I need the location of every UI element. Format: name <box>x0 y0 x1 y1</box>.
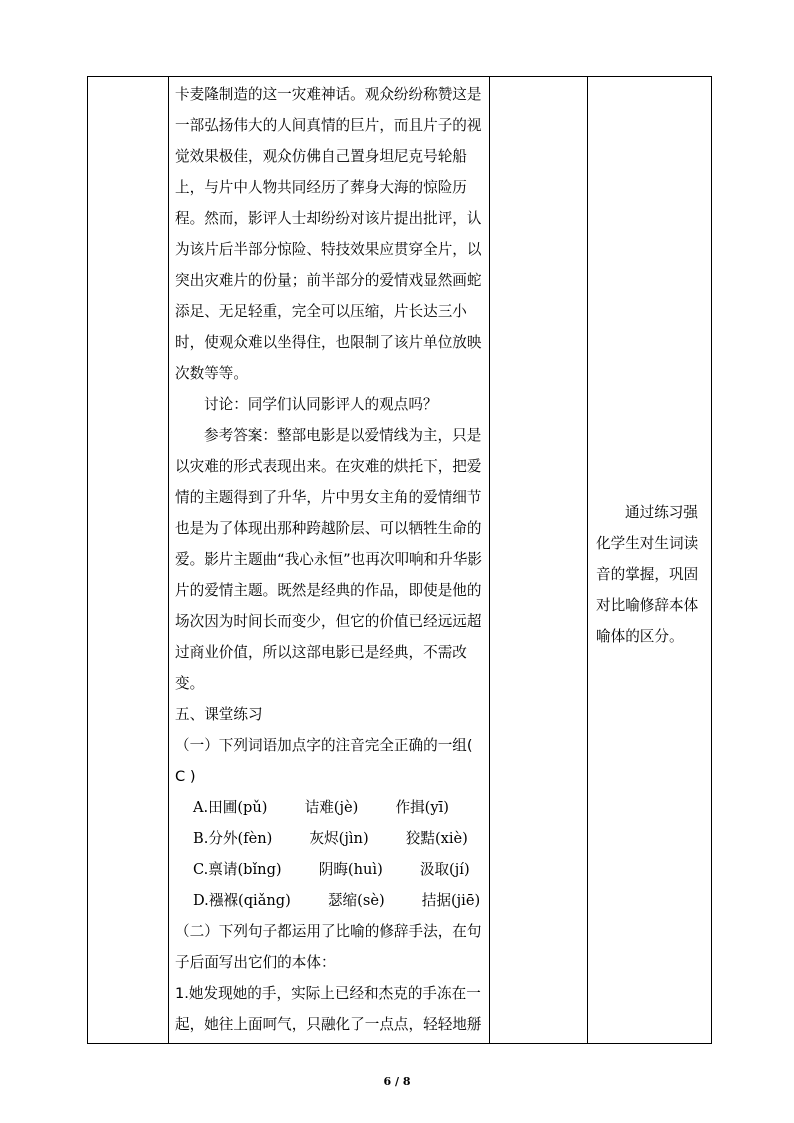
content-cell <box>169 77 490 1044</box>
section-heading: 五、课堂练习 <box>175 706 263 723</box>
page-number: 6 / 8 <box>383 1075 411 1088</box>
content-text <box>169 77 489 1040</box>
side-note <box>588 497 711 652</box>
question-two-item-1: 1.她发现她的手，实际上已经和杰克的手冻在一起，她往上面呵气，只融化了一点点，轻轻地掰 <box>175 985 482 1033</box>
question-one: （一）下列词语加点字的注音完全正确的一组( C ) <box>175 737 473 785</box>
option-b: B.分外(fèn) 灰烬(jìn) 狡黠(xiè) <box>193 830 468 847</box>
discussion-question: 讨论：同学们认同影评人的观点吗？ <box>204 396 438 413</box>
table-row <box>88 77 712 1044</box>
option-c: C.禀请(bǐng) 阴晦(huì) 汲取(jí) <box>193 861 470 878</box>
reference-answer: 参考答案：整部电影是以爱情线为主，只是以灾难的形式表现出来。在灾难的烘托下，把爱情的主题得到了升华，片中男女主角的爱情细节也是为了体现出那种跨越阶层、可以牺牲生命的爱。影片主题曲“我心永恒”也再次叩响和升华影片的爱情主题。既然是经典的作品，即使是他的场次因为时间长而变少，但它的价值已经远远超过商业价值，所以这部电影已是经典，不需改变。 <box>175 427 482 692</box>
side-note-text: 通过练习强化学生对生词读音的掌握，巩固对比喻修辞本体喻体的区分。 <box>596 503 699 645</box>
empty-cell-middle <box>490 77 588 1044</box>
side-note-cell <box>588 77 712 1044</box>
empty-cell-left <box>88 77 169 1044</box>
option-d: D.襁褓(qiǎng) 瑟缩(sè) 拮据(jiē) <box>193 892 481 909</box>
paragraph-film-review: 卡麦隆制造的这一灾难神话。观众纷纷称赞这是一部弘扬伟大的人间真情的巨片，而且片子的视觉效果极佳，观众仿佛自己置身坦尼克号轮船上，与片中人物共同经历了葬身大海的惊险历程。然而，影评人士却纷纷对该片提出批评，认为该片后半部分惊险、特技效果应贯穿全片，以突出灾难片的份量；前半部分的爱情戏显然画蛇添足、无足轻重，完全可以压缩，片长达三小时，使观众难以坐得住，也限制了该片单位放映次数等等。 <box>175 86 482 382</box>
question-two: （二）下列句子都运用了比喻的修辞手法，在句子后面写出它们的本体： <box>175 923 482 971</box>
lesson-table <box>87 76 712 1044</box>
option-a: A.田圃(pǔ) 诘难(jè) 作揖(yī) <box>193 799 449 816</box>
